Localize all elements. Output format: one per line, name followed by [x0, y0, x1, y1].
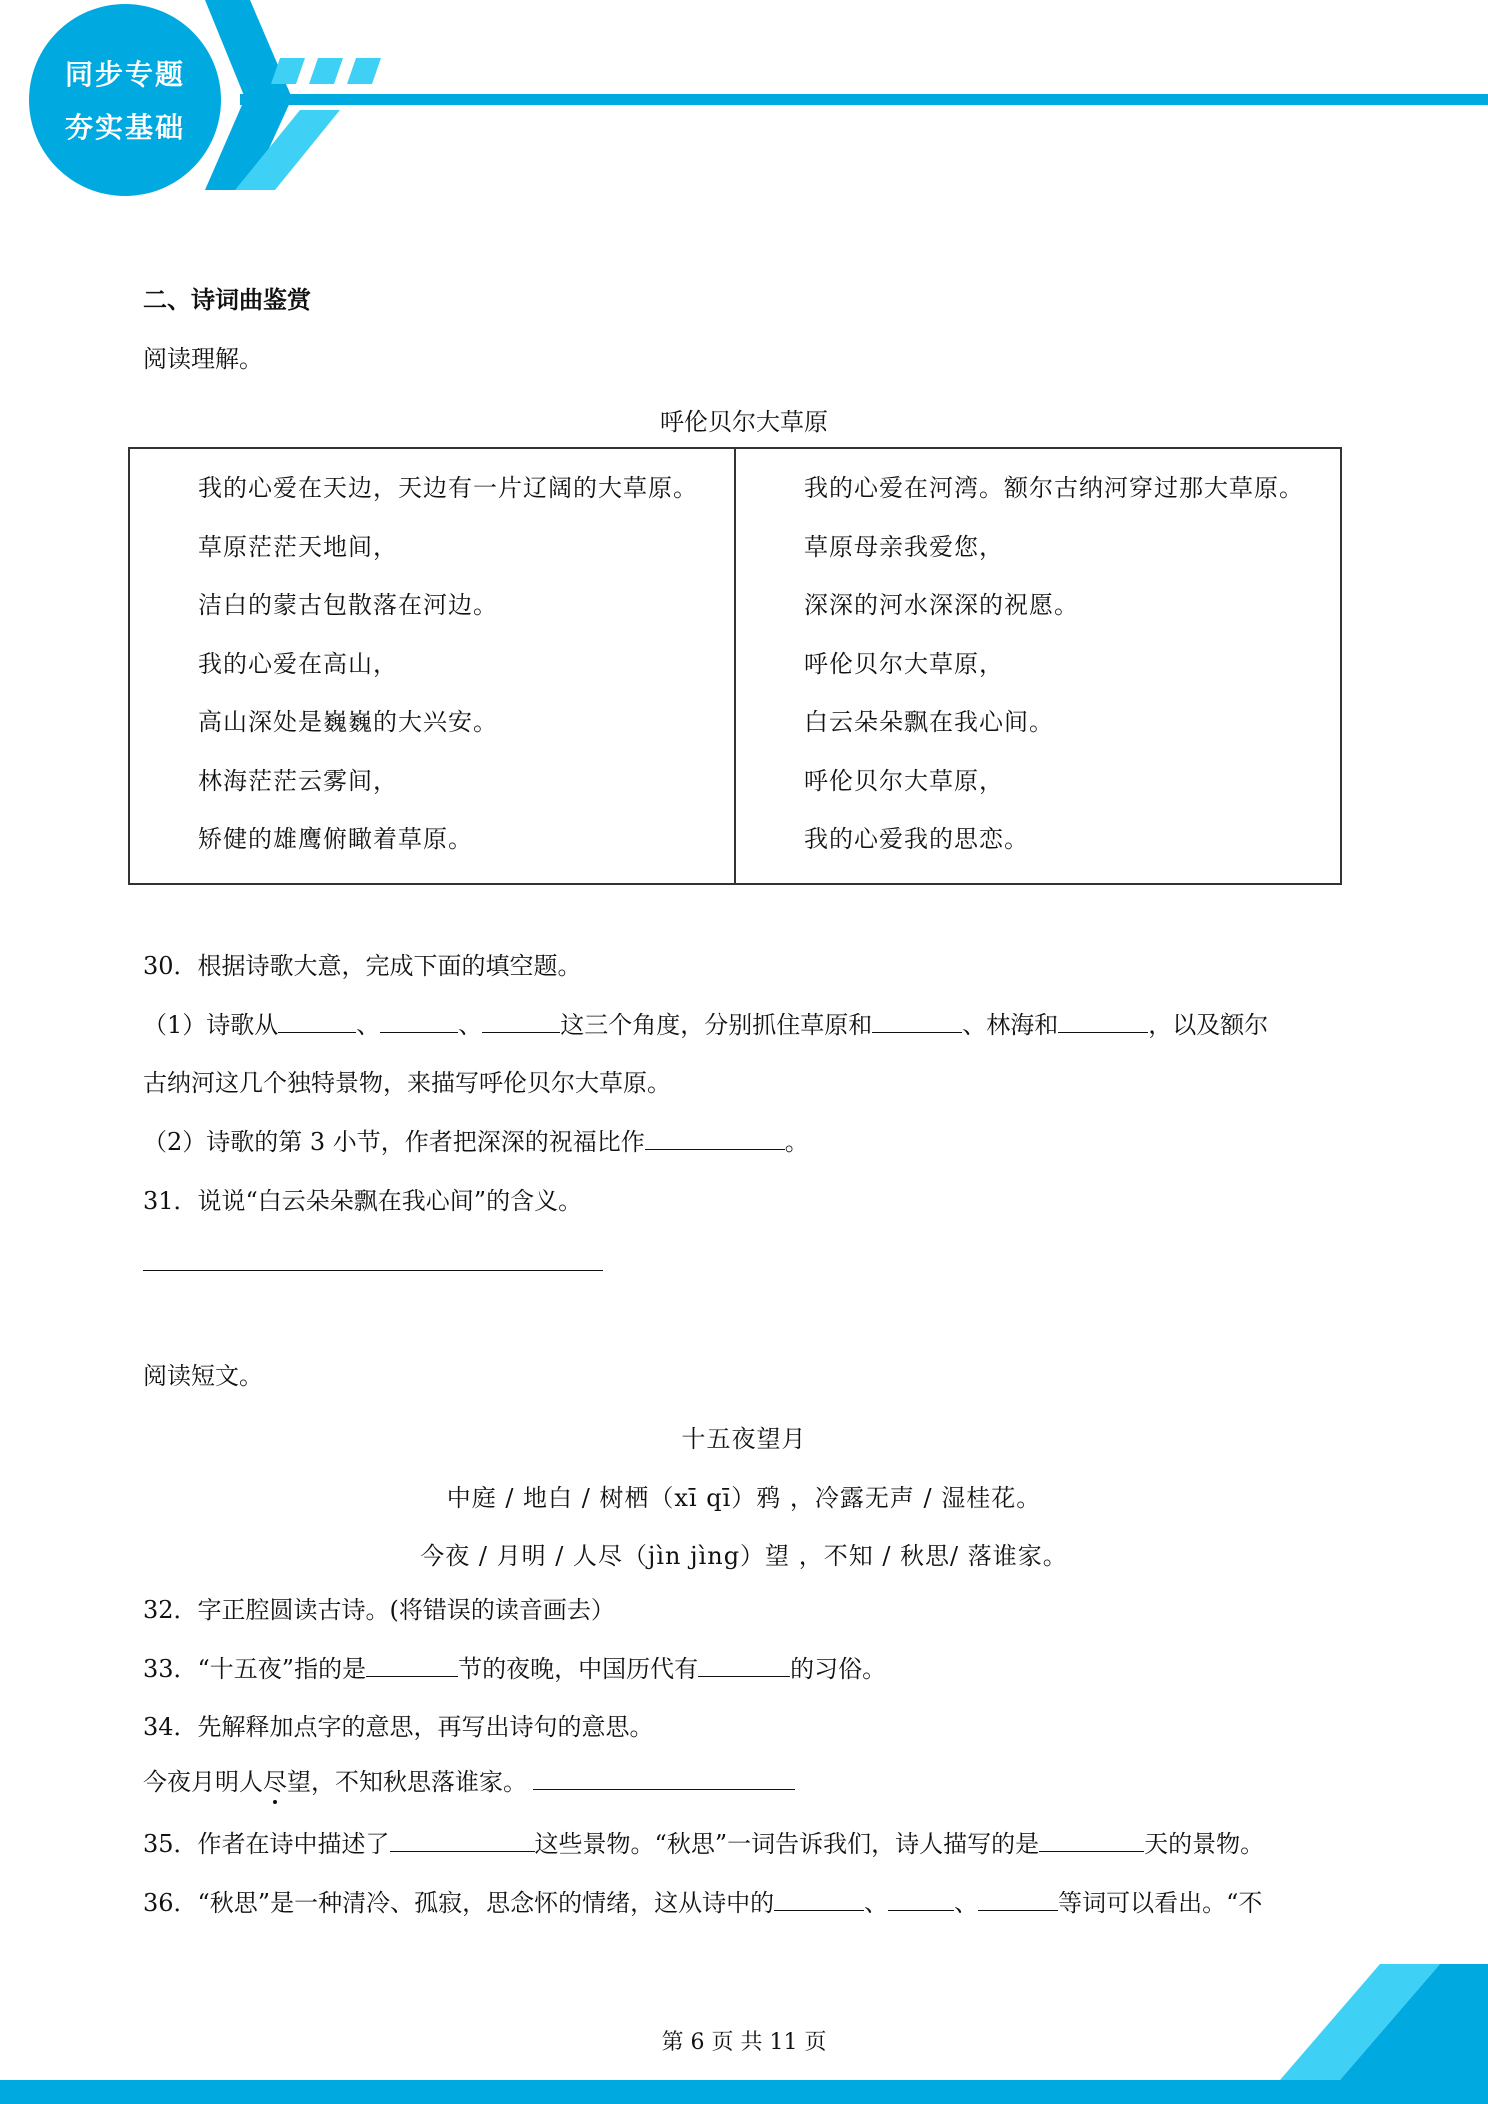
- question-text: 、: [356, 1011, 381, 1039]
- poem-line: 洁白的蒙古包散落在河边。: [198, 591, 498, 619]
- question-30-2: [143, 1127, 809, 1157]
- question-text: 35．作者在诗中描述了: [143, 1830, 390, 1858]
- question-text: 天的景物。: [1144, 1830, 1265, 1858]
- poem-line: 高山深处是巍巍的大兴安。: [198, 708, 498, 736]
- header-badge-circle: [29, 4, 221, 196]
- dotted-character: 尽: [263, 1768, 287, 1796]
- poem-line: 草原母亲我爱您，: [804, 532, 1004, 561]
- question-text: （1）诗歌从: [143, 1011, 279, 1039]
- poem-line: 林海茫茫云雾间，: [198, 766, 398, 795]
- question-text: 33．“十五夜”指的是: [143, 1655, 367, 1683]
- badge-line-2: 夯实基础: [64, 111, 185, 144]
- answer-blank[interactable]: [1039, 1829, 1144, 1852]
- question-34: 34．先解释加点字的意思，再写出诗句的意思。: [143, 1713, 654, 1741]
- question-35: [143, 1829, 1264, 1859]
- question-33: [143, 1654, 886, 1684]
- question-text: 、: [864, 1889, 889, 1917]
- question-text: 望，不知秋思落谁家。: [287, 1768, 527, 1796]
- header-small-stripe-3: [347, 58, 381, 84]
- poem2-line-2: 今夜 / 月明 / 人尽（jìn jìng）望 ，不知 / 秋思/ 落谁家。: [420, 1542, 1068, 1570]
- question-text: （2）诗歌的第 3 小节，作者把深深的祝福比作: [143, 1128, 645, 1156]
- poem-line: 深深的河水深深的祝愿。: [804, 591, 1079, 619]
- question-text: 、: [458, 1011, 483, 1039]
- answer-line-31[interactable]: [143, 1270, 603, 1271]
- poem1-table: [128, 447, 1342, 885]
- footer-decoration: [0, 1880, 1488, 2104]
- poem-line: 呼伦贝尔大草原，: [804, 649, 1004, 678]
- poem-line: 呼伦贝尔大草原，: [804, 766, 1004, 795]
- header-decoration: [0, 0, 1488, 200]
- poem2-title: 十五夜望月: [681, 1425, 807, 1453]
- poem1-right-column: [735, 448, 1341, 884]
- section-heading: 二、诗词曲鉴赏: [143, 286, 311, 314]
- poem-line: 白云朵朵飘在我心间。: [804, 708, 1054, 736]
- answer-blank[interactable]: [1058, 1010, 1148, 1033]
- question-30-1-cont: 古纳河这几个独特景物，来描写呼伦贝尔大草原。: [143, 1069, 671, 1097]
- footer-bar: [0, 2080, 1488, 2104]
- poem1-left-column: [129, 448, 735, 884]
- page-number: 第 6 页 共 11 页: [661, 2030, 827, 2055]
- question-text: 。: [784, 1128, 809, 1156]
- question-32: 32．字正腔圆读古诗。(将错误的读音画去）: [143, 1596, 615, 1624]
- question-text: 今夜月明人: [143, 1768, 263, 1796]
- question-30-1: [143, 1010, 1268, 1040]
- question-text: 、: [954, 1889, 979, 1917]
- answer-blank[interactable]: [366, 1654, 458, 1677]
- poem-line: 草原茫茫天地间，: [198, 532, 398, 561]
- header-small-stripe-2: [309, 58, 343, 84]
- intro-reading: 阅读理解。: [143, 345, 263, 373]
- poem-line: 我的心爱在天边，天边有一片辽阔的大草原。: [198, 474, 698, 502]
- answer-blank[interactable]: [698, 1654, 790, 1677]
- intro-short-text: 阅读短文。: [143, 1362, 263, 1390]
- answer-blank[interactable]: [872, 1010, 962, 1033]
- answer-blank[interactable]: [380, 1010, 458, 1033]
- question-text: 这些景物。“秋思”一词告诉我们，诗人描写的是: [534, 1830, 1040, 1858]
- question-30: 30．根据诗歌大意，完成下面的填空题。: [143, 952, 582, 980]
- question-34-line: [143, 1767, 795, 1797]
- header-bar: [240, 94, 1488, 105]
- question-text: 、林海和: [962, 1011, 1059, 1039]
- question-text: 等词可以看出。“不: [1058, 1889, 1263, 1917]
- poem1-title: 呼伦贝尔大草原: [660, 408, 828, 436]
- question-31: 31．说说“白云朵朵飘在我心间”的含义。: [143, 1187, 583, 1215]
- answer-blank[interactable]: [482, 1010, 560, 1033]
- question-text: ，以及额尔: [1148, 1011, 1269, 1039]
- answer-blank[interactable]: [278, 1010, 356, 1033]
- answer-blank[interactable]: [533, 1767, 795, 1790]
- question-text: 这三个角度，分别抓住草原和: [560, 1011, 873, 1039]
- poem-line: 我的心爱在高山，: [198, 649, 398, 678]
- poem-line: 我的心爱在河湾。额尔古纳河穿过那大草原。: [804, 474, 1304, 502]
- question-text: 的习俗。: [790, 1655, 887, 1683]
- question-text: 36．“秋思”是一种清冷、孤寂，思念怀的情绪，这从诗中的: [143, 1889, 775, 1917]
- poem2-line-1: 中庭 / 地白 / 树栖（xī qī）鸦 ，冷露无声 / 湿桂花。: [446, 1484, 1042, 1512]
- answer-blank[interactable]: [390, 1829, 535, 1852]
- question-text: 节的夜晚，中国历代有: [458, 1655, 699, 1683]
- badge-line-1: 同步专题: [64, 58, 185, 91]
- poem-line: 矫健的雄鹰俯瞰着草原。: [198, 825, 473, 853]
- poem-line: 我的心爱我的思恋。: [804, 825, 1029, 853]
- answer-blank[interactable]: [645, 1127, 785, 1150]
